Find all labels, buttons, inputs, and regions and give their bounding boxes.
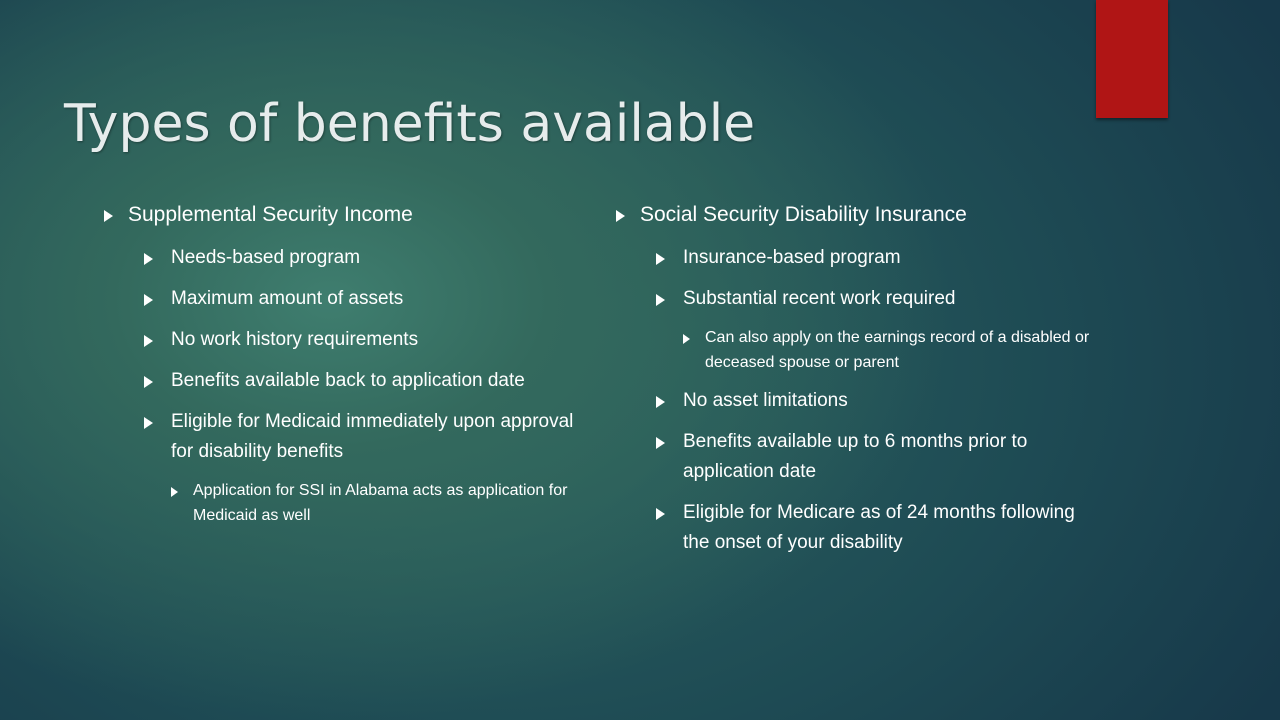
arrow-bullet-icon	[656, 253, 665, 265]
list-item	[635, 284, 1096, 314]
sub-list-item	[635, 325, 1096, 375]
ssi-heading	[104, 200, 574, 230]
list-item	[123, 243, 574, 273]
arrow-bullet-icon	[656, 294, 665, 306]
arrow-bullet-icon	[144, 376, 153, 388]
list-item	[123, 407, 574, 467]
arrow-bullet-icon	[144, 417, 153, 429]
accent-tab	[1096, 0, 1168, 118]
ssi-column	[104, 200, 574, 539]
list-item	[635, 498, 1096, 558]
arrow-bullet-icon	[144, 294, 153, 306]
ssdi-heading	[616, 200, 1096, 230]
list-item-text: Substantial recent work required	[683, 288, 956, 309]
list-item-text: Benefits available back to application date	[171, 370, 525, 391]
arrow-bullet-icon	[144, 253, 153, 265]
list-item-text: Maximum amount of assets	[171, 288, 404, 309]
arrow-bullet-icon	[656, 396, 665, 408]
sub-list-item	[123, 478, 574, 528]
list-item-text: Needs-based program	[171, 247, 361, 268]
ssdi-column	[616, 200, 1096, 569]
list-item-text: Insurance-based program	[683, 247, 901, 268]
list-item-text: No work history requirements	[171, 329, 419, 350]
arrow-bullet-icon	[656, 437, 665, 449]
slide-title: Types of benefits available	[64, 94, 756, 154]
ssdi-heading-text: Social Security Disability Insurance	[640, 203, 967, 226]
list-item-text: Eligible for Medicare as of 24 months following the onset of your disability	[683, 502, 1075, 553]
list-item	[635, 243, 1096, 273]
list-item	[635, 427, 1096, 487]
arrow-bullet-icon	[616, 210, 625, 222]
arrow-bullet-icon	[104, 210, 113, 222]
list-item-text: Benefits available up to 6 months prior to application date	[683, 431, 1028, 482]
arrow-bullet-icon	[656, 508, 665, 520]
list-item	[123, 325, 574, 355]
sub-list-item-text: Can also apply on the earnings record of a disabled or deceased spouse or parent	[705, 329, 1090, 371]
list-item-text: No asset limitations	[683, 390, 848, 411]
ssi-heading-text: Supplemental Security Income	[128, 203, 413, 226]
list-item	[123, 284, 574, 314]
list-item	[635, 386, 1096, 416]
arrow-bullet-icon	[171, 487, 178, 497]
list-item	[123, 366, 574, 396]
list-item-text: Eligible for Medicaid immediately upon approval for disability benefits	[171, 411, 574, 462]
arrow-bullet-icon	[144, 335, 153, 347]
sub-list-item-text: Application for SSI in Alabama acts as application for Medicaid as well	[193, 482, 568, 524]
arrow-bullet-icon	[683, 334, 690, 344]
